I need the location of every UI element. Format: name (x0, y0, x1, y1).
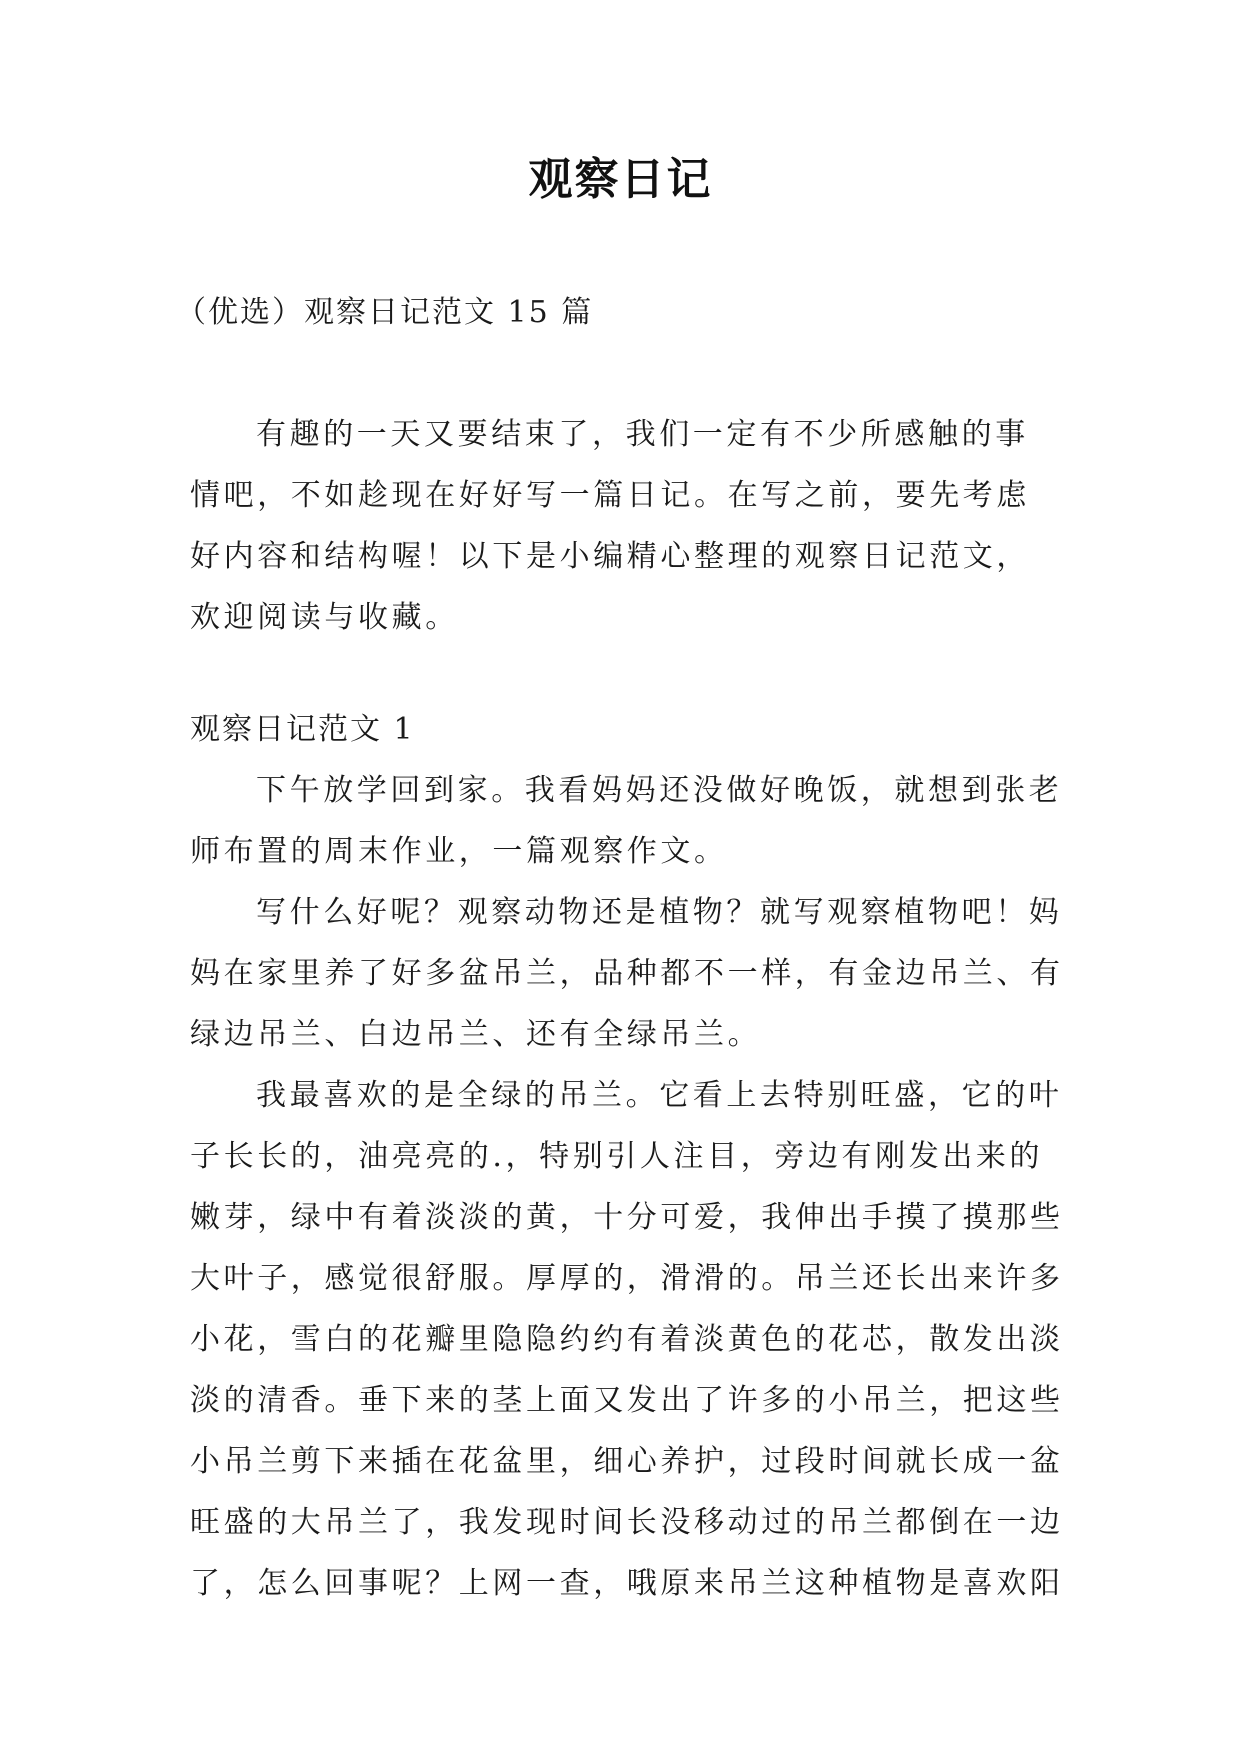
document-title: 观察日记 (528, 154, 713, 205)
section-heading: 观察日记范文 1 (190, 712, 415, 747)
body-paragraph-1: 下午放学回到家。我看妈妈还没做好晚饭，就想到张老师布置的周末作业，一篇观察作文。 (190, 773, 1063, 869)
document-subtitle: （优选）观察日记范文 15 篇 (176, 295, 594, 330)
body-paragraph-3: 我最喜欢的是全绿的吊兰。它看上去特别旺盛，它的叶子长长的，油亮亮的.，特别引人注目，旁边有刚发出来的嫩芽，绿中有着淡淡的黄，十分可爱，我伸出手摸了摸那些大叶子，感觉很舒服。厚厚的，滑滑的。吊兰还长出来许多小花，雪白的花瓣里隐隐约约有着淡黄色的花芯，散发出淡淡的清香。垂下来的茎上面又发出了许多的小吊兰，把这些小吊兰剪下来插在花盆里，细心养护，过段时间就长成一盆旺盛的大吊兰了，我发现时间长没移动过的吊兰都倒在一边了，怎么回事呢？上网一查，哦原来吊兰这种植物是喜欢阳 (190, 1078, 1064, 1601)
section-body (190, 760, 1070, 1614)
intro-paragraph: 有趣的一天又要结束了，我们一定有不少所感触的事情吧，不如趁现在好好写一篇日记。在写之前，要先考虑好内容和结构喔！以下是小编精心整理的观察日记范文，欢迎阅读与收藏。 (190, 417, 1030, 635)
body-paragraph-2: 写什么好呢？观察动物还是植物？就写观察植物吧！妈妈在家里养了好多盆吊兰，品种都不一样，有金边吊兰、有绿边吊兰、白边吊兰、还有全绿吊兰。 (190, 895, 1064, 1052)
